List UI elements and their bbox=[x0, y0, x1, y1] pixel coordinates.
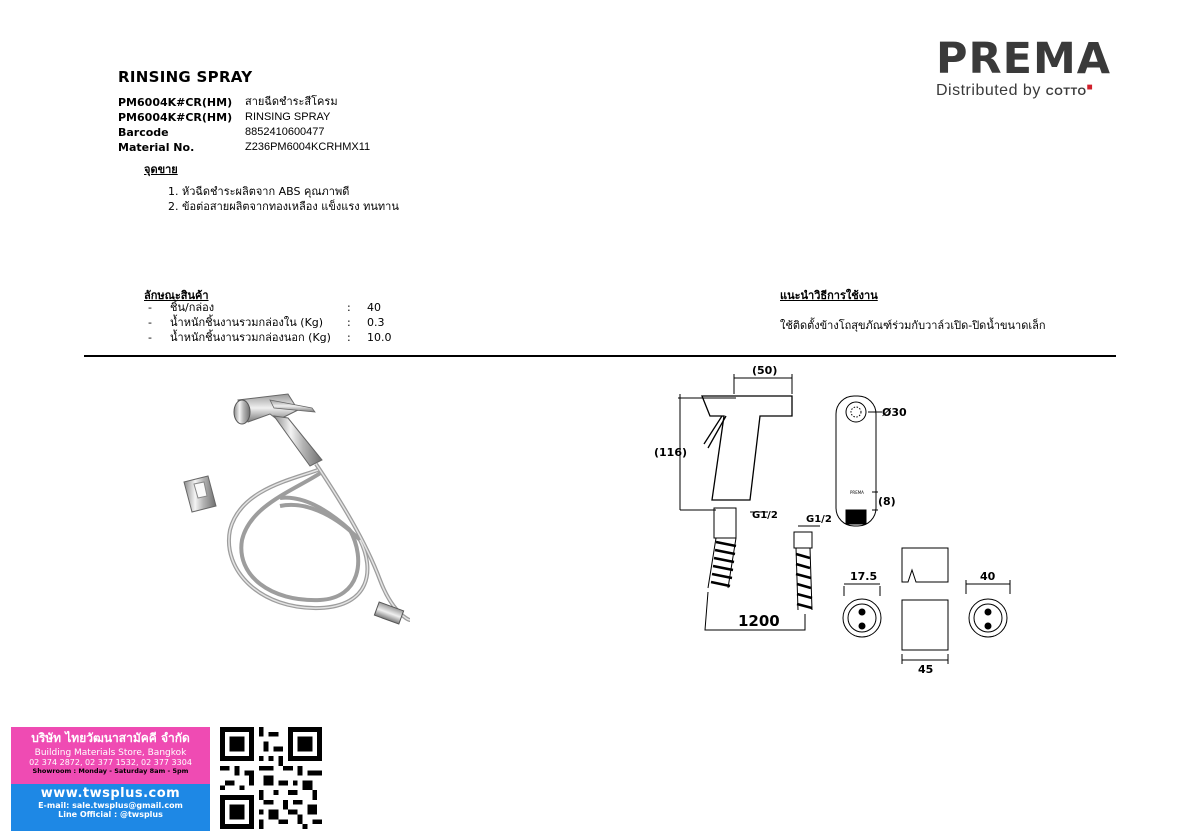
meta-key: Barcode bbox=[118, 126, 169, 139]
logo-wordmark: PREMA bbox=[936, 34, 1112, 84]
qr-code-icon[interactable] bbox=[220, 727, 322, 829]
meta-row bbox=[118, 95, 370, 110]
nozzle-depth: (8) bbox=[878, 495, 896, 508]
meta-row bbox=[118, 140, 370, 155]
holder-icon bbox=[184, 476, 216, 512]
meta-key: PM6004K#CR(HM) bbox=[118, 96, 233, 109]
meta-key: Material No. bbox=[118, 141, 195, 154]
holder-hole: 17.5 bbox=[850, 570, 878, 583]
spec-colon: : bbox=[347, 316, 351, 329]
meta-value: Z236PM6004KCRHMX11 bbox=[245, 141, 371, 153]
meta-value: 8852410600477 bbox=[245, 126, 325, 138]
spec-row bbox=[148, 300, 392, 315]
features-heading: จุดขาย bbox=[144, 163, 178, 176]
spec-dash: - bbox=[148, 301, 152, 314]
spec-label: น้ำหนักชิ้นงานรวมกล่องนอก (Kg) bbox=[170, 331, 331, 344]
store-banner-bottom bbox=[11, 784, 210, 831]
nozzle-engraving: PREMA bbox=[850, 490, 864, 495]
specs-list bbox=[148, 300, 392, 345]
divider-rule bbox=[84, 355, 1116, 357]
store-phones: 02 374 2872, 02 377 1532, 02 377 3304 bbox=[29, 758, 192, 767]
spray-head-icon bbox=[234, 394, 322, 466]
brand-logo bbox=[936, 36, 1111, 100]
features-list bbox=[168, 184, 399, 214]
store-line[interactable]: Line Official : @twsplus bbox=[58, 810, 163, 819]
nozzle-diameter: Ø30 bbox=[882, 406, 907, 419]
feature-item: 2. ข้อต่อสายผลิตจากทองเหลือง แข็งแรง ทนทาน bbox=[168, 200, 399, 213]
spec-row bbox=[148, 330, 392, 345]
spec-label: น้ำหนักชิ้นงานรวมกล่องใน (Kg) bbox=[170, 316, 324, 329]
meta-value: RINSING SPRAY bbox=[245, 111, 331, 123]
meta-row bbox=[118, 110, 370, 125]
holder-depth: 40 bbox=[980, 570, 996, 583]
store-email[interactable]: E-mail: sale.twsplus@gmail.com bbox=[38, 801, 183, 810]
hose-length: 1200 bbox=[738, 612, 780, 630]
holder-width: 45 bbox=[918, 663, 934, 676]
spec-value: 0.3 bbox=[367, 316, 385, 329]
store-subtitle: Building Materials Store, Bangkok bbox=[34, 748, 187, 758]
usage-text: ใช้ติดตั้งข้างโถสุขภัณฑ์ร่วมกับวาล์วเปิด-ปิดน้ำขนาดเล็ก bbox=[780, 319, 1046, 332]
store-website[interactable]: www.twsplus.com bbox=[40, 786, 181, 801]
meta-key: PM6004K#CR(HM) bbox=[118, 111, 233, 124]
technical-drawing bbox=[650, 360, 1050, 680]
spec-value: 40 bbox=[367, 301, 381, 314]
thread-label-a: G1/2 bbox=[752, 510, 778, 521]
usage-heading: แนะนำวิธีการใช้งาน bbox=[780, 289, 878, 302]
store-name: บริษัท ไทยวัฒนาสามัคคี จำกัด bbox=[31, 731, 190, 745]
spec-dash: - bbox=[148, 331, 152, 344]
spec-colon: : bbox=[347, 331, 351, 344]
cotto-dot-icon: ■ bbox=[1086, 82, 1094, 93]
feature-item: 1. หัวฉีดชำระผลิตจาก ABS คุณภาพดี bbox=[168, 185, 350, 198]
store-banner-top bbox=[11, 727, 210, 784]
thread-label-b: G1/2 bbox=[806, 514, 832, 525]
store-hours: Showroom : Monday - Saturday 8am - 5pm bbox=[32, 767, 189, 775]
hose-icon bbox=[229, 464, 410, 620]
dim-width: (50) bbox=[752, 364, 778, 377]
specs-heading: ลักษณะสินค้า bbox=[144, 289, 209, 302]
meta-row bbox=[118, 125, 370, 140]
product-meta bbox=[118, 95, 370, 155]
logo-distributed: Distributed by bbox=[936, 82, 1041, 99]
meta-value: สายฉีดชำระสีโครม bbox=[245, 96, 338, 108]
spec-dash: - bbox=[148, 316, 152, 329]
dim-height: (116) bbox=[654, 446, 688, 459]
spec-row bbox=[148, 315, 392, 330]
spec-value: 10.0 bbox=[367, 331, 392, 344]
logo-cotto: COTTO bbox=[1045, 86, 1087, 98]
spec-label: ชิ้น/กล่อง bbox=[170, 301, 215, 314]
store-banner bbox=[11, 727, 210, 831]
logo-tagline bbox=[936, 82, 1111, 100]
product-title: RINSING SPRAY bbox=[118, 68, 253, 86]
product-photo bbox=[170, 380, 420, 630]
spec-colon: : bbox=[347, 301, 351, 314]
